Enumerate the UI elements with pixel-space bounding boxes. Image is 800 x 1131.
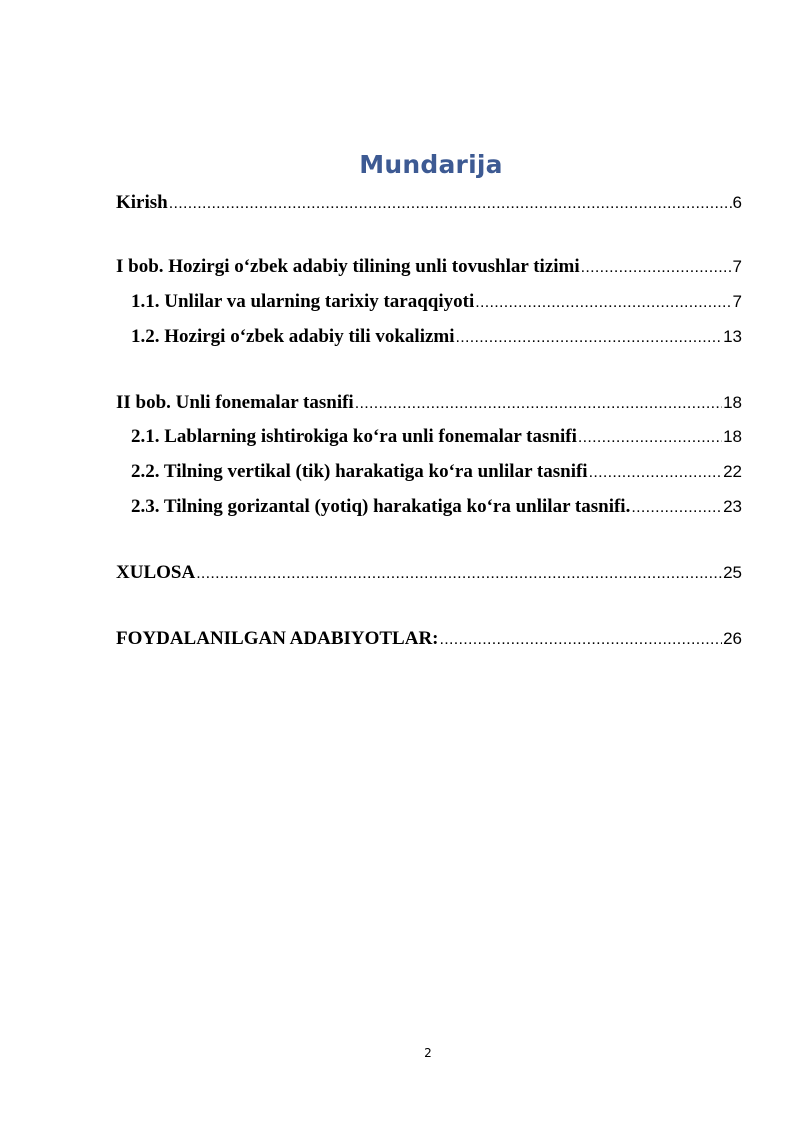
- toc-entry-label: I bob. Hozirgi o‘zbek adabiy tilining unli tovushlar tizimi: [116, 256, 580, 277]
- toc-entry-chapter-1[interactable]: [116, 256, 742, 282]
- toc-entry-label: FOYDALANILGAN ADABIYOTLAR:: [116, 628, 439, 649]
- toc-entry-kirish[interactable]: [116, 192, 742, 218]
- toc-entry-label: 1.2. Hozirgi o‘zbek adabiy tili vokalizmi: [131, 326, 455, 347]
- toc-entry-chapter-2[interactable]: [116, 392, 742, 418]
- toc-entry-label: XULOSA: [116, 562, 196, 583]
- toc-entry-label: II bob. Unli fonemalar tasnifi: [116, 392, 354, 413]
- toc-entry-page: 23: [723, 497, 742, 516]
- toc-entry-page: 6: [732, 193, 742, 212]
- dot-leader: [196, 565, 722, 583]
- toc-entry-label: 2.3. Tilning gorizantal (yotiq) harakatiga ko‘ra unlilar tasnifi.: [131, 496, 631, 517]
- toc-entry-section-1-2[interactable]: [131, 326, 742, 352]
- toc-entry-label: 2.1. Lablarning ishtirokiga ko‘ra unli fonemalar tasnifi: [131, 426, 577, 447]
- toc-entry-label: 1.1. Unlilar va ularning tarixiy taraqqiyoti: [131, 291, 475, 312]
- toc-entry-label: 2.2. Tilning vertikal (tik) harakatiga ko‘ra unlilar tasnifi: [131, 461, 588, 482]
- toc-entry-page: 18: [723, 393, 742, 412]
- dot-leader: [578, 429, 722, 447]
- dot-leader: [440, 631, 723, 649]
- toc-entry-page: 25: [723, 563, 742, 582]
- dot-leader: [475, 294, 731, 312]
- page-title: Mundarija: [359, 150, 503, 179]
- toc-entry-page: 13: [723, 327, 742, 346]
- toc-entry-section-1-1[interactable]: [131, 291, 742, 317]
- dot-leader: [169, 195, 732, 213]
- dot-leader: [456, 329, 723, 347]
- toc-entry-xulosa[interactable]: [116, 562, 742, 588]
- dot-leader: [589, 464, 722, 482]
- toc-entry-page: 18: [723, 427, 742, 446]
- dot-leader: [581, 259, 732, 277]
- toc-entry-section-2-1[interactable]: [131, 426, 742, 452]
- dot-leader: [631, 499, 722, 517]
- toc-entry-page: 26: [723, 629, 742, 648]
- toc-entry-label: Kirish: [116, 192, 168, 213]
- toc-entry-references[interactable]: [116, 628, 742, 654]
- page-number: 2: [424, 1046, 432, 1060]
- toc-entry-section-2-3[interactable]: [131, 496, 742, 522]
- toc-entry-page: 7: [732, 257, 742, 276]
- toc-entry-section-2-2[interactable]: [131, 461, 742, 487]
- dot-leader: [355, 395, 722, 413]
- toc-entry-page: 7: [732, 292, 742, 311]
- toc-entry-page: 22: [723, 462, 742, 481]
